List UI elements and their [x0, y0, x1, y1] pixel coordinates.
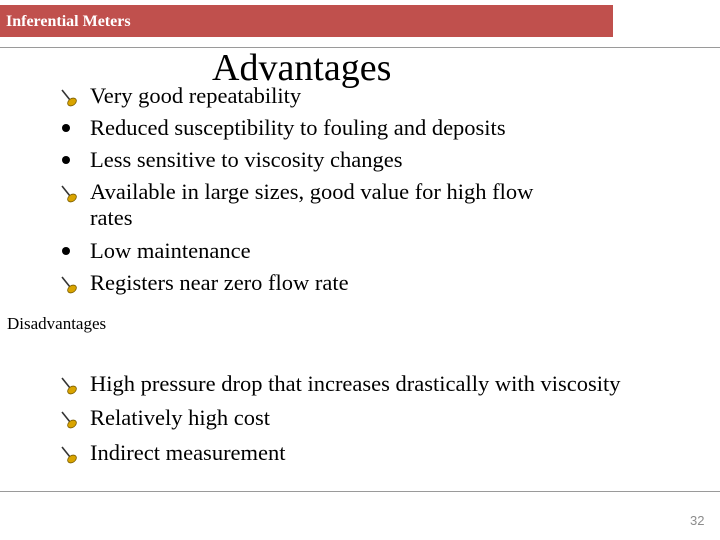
slide-title: Advantages [212, 47, 392, 89]
shovel-icon [60, 446, 78, 464]
advantage-text: Very good repeatability [90, 83, 302, 108]
disadvantages-heading: Disadvantages [7, 314, 107, 333]
shovel-icon [60, 276, 78, 294]
bottom-divider [0, 491, 720, 492]
disadvantage-text: Relatively high cost [90, 405, 270, 430]
disadvantage-text: Indirect measurement [90, 440, 286, 465]
advantage-text: Reduced susceptibility to fouling and deposits [90, 115, 506, 140]
advantage-text: rates [90, 205, 133, 230]
shovel-icon [60, 377, 78, 395]
shovel-icon [60, 411, 78, 429]
page-number: 32 [690, 513, 705, 528]
shovel-icon [60, 185, 78, 203]
bullet-dot [62, 124, 70, 132]
bullet-dot [62, 156, 70, 164]
advantage-text: Available in large sizes, good value for high flow [90, 179, 534, 204]
header-title: Inferential Meters [6, 13, 131, 30]
disadvantage-text: High pressure drop that increases drastically with viscosity [90, 371, 621, 396]
bullet-dot [62, 247, 70, 255]
advantage-text: Less sensitive to viscosity changes [90, 147, 403, 172]
shovel-icon [60, 89, 78, 107]
advantage-text: Registers near zero flow rate [90, 270, 349, 295]
advantage-text: Low maintenance [90, 238, 251, 263]
